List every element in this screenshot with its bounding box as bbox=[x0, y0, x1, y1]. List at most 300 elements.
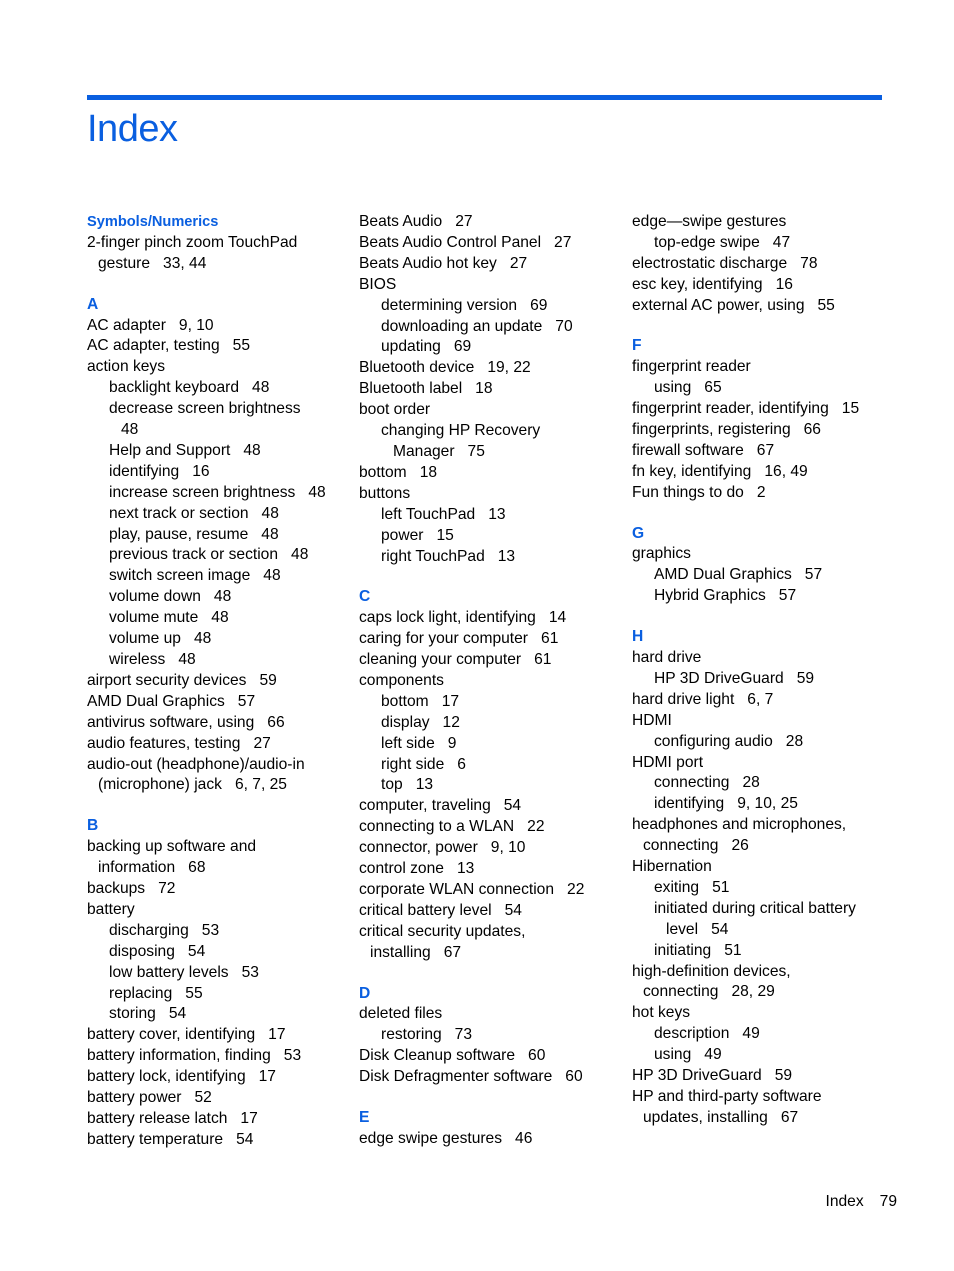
entry-term-continued: connecting bbox=[643, 837, 719, 855]
entry-page-refs[interactable]: 67 bbox=[443, 943, 462, 961]
entry-term: determining version bbox=[381, 296, 518, 314]
index-entry bbox=[87, 734, 342, 755]
entry-page-refs[interactable]: 68 bbox=[188, 859, 206, 877]
index-entry bbox=[359, 1046, 614, 1067]
index-subentry bbox=[87, 587, 342, 608]
index-subentry bbox=[359, 713, 614, 734]
entry-page-refs[interactable]: 48 bbox=[243, 441, 261, 459]
index-subentry bbox=[632, 773, 887, 794]
entry-continuation bbox=[632, 836, 887, 857]
entry-term: fn key, identifying bbox=[632, 462, 752, 480]
index-entry bbox=[359, 671, 614, 692]
index-subentry bbox=[87, 378, 342, 399]
entry-page-refs[interactable]: 55 bbox=[232, 337, 250, 355]
entry-term: restoring bbox=[381, 1026, 442, 1044]
index-subentry bbox=[632, 732, 887, 753]
entry-page-refs[interactable]: 28, 29 bbox=[731, 983, 775, 1001]
entry-page-refs[interactable]: 52 bbox=[194, 1089, 212, 1107]
entry-term: audio-out (headphone)/audio-in bbox=[87, 755, 305, 773]
index-subentry bbox=[87, 1004, 342, 1025]
index-entry bbox=[87, 336, 342, 357]
entry-term: HP 3D DriveGuard bbox=[632, 1067, 762, 1085]
entry-page-refs[interactable]: 57 bbox=[237, 692, 256, 710]
entry-page-refs[interactable]: 48 bbox=[261, 504, 279, 522]
entry-page-refs[interactable]: 48 bbox=[211, 609, 229, 627]
index-subentry bbox=[87, 483, 342, 504]
entry-page-refs[interactable]: 6 bbox=[457, 755, 466, 773]
entry-term: fingerprints, registering bbox=[632, 421, 791, 439]
entry-page-refs[interactable]: 19, 22 bbox=[487, 359, 531, 377]
entry-page-refs[interactable]: 54 bbox=[187, 942, 206, 960]
entry-term: connecting bbox=[654, 774, 730, 792]
index-subentry bbox=[632, 233, 887, 254]
entry-term: bottom bbox=[359, 463, 407, 481]
entry-page-refs[interactable]: 9, 10, 25 bbox=[737, 795, 798, 813]
index-subentry bbox=[632, 941, 887, 962]
entry-term: AC adapter, testing bbox=[87, 337, 220, 355]
index-entry bbox=[87, 879, 342, 900]
entry-term: switch screen image bbox=[109, 567, 251, 585]
index-subentry bbox=[359, 526, 614, 547]
index-subentry bbox=[87, 650, 342, 671]
entry-term: Bluetooth device bbox=[359, 359, 475, 377]
entry-page-refs[interactable]: 66 bbox=[267, 713, 285, 731]
entry-term: changing HP Recovery bbox=[381, 422, 541, 440]
entry-term: description bbox=[654, 1025, 730, 1043]
entry-continuation bbox=[87, 254, 342, 275]
entry-page-refs[interactable]: 60 bbox=[528, 1047, 546, 1065]
entry-page-refs[interactable]: 48 bbox=[261, 525, 279, 543]
index-entry bbox=[632, 711, 887, 732]
entry-term: firewall software bbox=[632, 441, 744, 459]
entry-page-refs[interactable]: 27 bbox=[509, 254, 528, 272]
entry-continuation bbox=[359, 943, 614, 964]
entry-term: using bbox=[654, 1046, 692, 1064]
entry-term: HP 3D DriveGuard bbox=[654, 669, 784, 687]
index-subentry bbox=[359, 692, 614, 713]
entry-page-refs[interactable]: 59 bbox=[259, 671, 277, 689]
entry-page-refs[interactable]: 15 bbox=[436, 526, 454, 544]
entry-page-refs[interactable]: 27 bbox=[253, 734, 271, 752]
index-letter-heading: B bbox=[87, 817, 99, 835]
index-subentry bbox=[87, 399, 342, 441]
index-entry bbox=[632, 483, 887, 504]
entry-term: Fun things to do bbox=[632, 483, 744, 501]
index-letter-heading: F bbox=[632, 337, 642, 355]
index-subentry bbox=[632, 878, 887, 899]
entry-page-refs[interactable]: 69 bbox=[453, 338, 472, 356]
entry-term: electrostatic discharge bbox=[632, 254, 788, 272]
entry-page-refs[interactable]: 2 bbox=[756, 483, 766, 501]
index-subentry bbox=[87, 629, 342, 650]
entry-page-refs[interactable]: 53 bbox=[201, 921, 220, 939]
entry-term: edge swipe gestures bbox=[359, 1129, 503, 1147]
entry-page-refs[interactable]: 48 bbox=[193, 630, 212, 648]
entry-term: AC adapter bbox=[87, 316, 166, 334]
entry-page-refs[interactable]: 51 bbox=[712, 878, 730, 896]
entry-page-refs[interactable]: 13 bbox=[497, 547, 516, 565]
entry-term: HP and third-party software bbox=[632, 1088, 822, 1106]
entry-page-refs[interactable]: 57 bbox=[778, 587, 797, 605]
index-subentry bbox=[359, 755, 614, 776]
entry-term: battery power bbox=[87, 1089, 182, 1107]
entry-term-continued: connecting bbox=[643, 983, 719, 1001]
index-entry bbox=[359, 463, 614, 484]
index-subentry bbox=[87, 525, 342, 546]
index-subentry bbox=[87, 441, 342, 462]
entry-term: discharging bbox=[109, 921, 189, 939]
index-letter-heading: E bbox=[359, 1108, 370, 1126]
page-number: 79 bbox=[879, 1193, 897, 1210]
index-subentry bbox=[359, 337, 614, 358]
index-entry bbox=[359, 379, 614, 400]
entry-term: BIOS bbox=[359, 275, 397, 293]
entry-term: right side bbox=[381, 755, 445, 773]
entry-page-refs[interactable]: 16 bbox=[775, 275, 793, 293]
entry-term: critical battery level bbox=[359, 901, 492, 919]
index-subentry bbox=[359, 505, 614, 526]
entry-term: power bbox=[381, 526, 424, 544]
index-entry bbox=[359, 838, 614, 859]
index-entry bbox=[359, 233, 614, 254]
index-column-2 bbox=[359, 212, 614, 1150]
entry-page-refs[interactable]: 69 bbox=[530, 296, 548, 314]
entry-page-refs[interactable]: 53 bbox=[241, 963, 259, 981]
entry-page-refs[interactable]: 17 bbox=[441, 692, 460, 710]
index-entry bbox=[87, 692, 342, 713]
index-entry bbox=[87, 1046, 342, 1067]
entry-page-refs[interactable]: 51 bbox=[724, 941, 742, 959]
entry-page-refs[interactable]: 14 bbox=[548, 609, 567, 627]
entry-term: identifying bbox=[654, 795, 725, 813]
entry-page-refs[interactable]: 28 bbox=[742, 774, 760, 792]
entry-term: right TouchPad bbox=[381, 547, 485, 565]
entry-term: using bbox=[654, 379, 692, 397]
entry-term: backing up software and bbox=[87, 838, 257, 856]
entry-page-refs[interactable]: 72 bbox=[158, 879, 176, 897]
entry-term: external AC power, using bbox=[632, 296, 805, 314]
index-subentry bbox=[87, 462, 342, 483]
index-subentry bbox=[359, 547, 614, 568]
entry-page-refs[interactable]: 18 bbox=[475, 380, 493, 398]
index-entry bbox=[87, 1088, 342, 1109]
index-entry bbox=[632, 753, 887, 774]
index-subentry bbox=[632, 378, 887, 399]
index-entry bbox=[87, 316, 342, 337]
index-entry bbox=[87, 755, 342, 797]
entry-page-refs[interactable]: 54 bbox=[711, 920, 729, 938]
entry-page-refs[interactable]: 17 bbox=[258, 1068, 276, 1086]
entry-term: backlight keyboard bbox=[109, 379, 240, 397]
entry-page-refs[interactable]: 48 bbox=[121, 421, 139, 439]
index-subentry bbox=[87, 504, 342, 525]
entry-term: storing bbox=[109, 1005, 156, 1023]
title-rule bbox=[87, 95, 882, 100]
index-entry bbox=[87, 837, 342, 879]
index-entry bbox=[632, 857, 887, 878]
entry-term: boot order bbox=[359, 401, 431, 419]
entry-continuation bbox=[109, 420, 342, 441]
index-entry bbox=[632, 420, 887, 441]
entry-page-refs[interactable]: 73 bbox=[454, 1026, 473, 1044]
index-subentry bbox=[87, 984, 342, 1005]
entry-term: configuring audio bbox=[654, 732, 773, 750]
index-entry bbox=[359, 817, 614, 838]
index-column-1 bbox=[87, 212, 342, 1151]
index-subentry bbox=[632, 1045, 887, 1066]
entry-term: identifying bbox=[109, 462, 180, 480]
index-entry bbox=[359, 212, 614, 233]
index-entry bbox=[632, 399, 887, 420]
entry-term: AMD Dual Graphics bbox=[87, 692, 225, 710]
entry-continuation bbox=[654, 920, 887, 941]
index-letter-heading: A bbox=[87, 295, 99, 313]
entry-term: Help and Support bbox=[109, 441, 231, 459]
index-subentry bbox=[359, 296, 614, 317]
index-subentry bbox=[359, 317, 614, 338]
index-entry bbox=[632, 212, 887, 233]
entry-page-refs[interactable]: 15 bbox=[841, 400, 860, 418]
entry-term: Bluetooth label bbox=[359, 380, 463, 398]
entry-term: hard drive bbox=[632, 648, 702, 666]
entry-page-refs[interactable]: 16, 49 bbox=[764, 462, 808, 480]
entry-term: battery lock, identifying bbox=[87, 1068, 246, 1086]
entry-term: Hibernation bbox=[632, 858, 712, 876]
index-entry bbox=[359, 400, 614, 421]
index-entry bbox=[632, 690, 887, 711]
index-subentry bbox=[87, 545, 342, 566]
entry-page-refs[interactable]: 54 bbox=[168, 1005, 187, 1023]
entry-term: Beats Audio hot key bbox=[359, 254, 497, 272]
index-entry bbox=[87, 713, 342, 734]
index-entry bbox=[359, 358, 614, 379]
entry-page-refs[interactable]: 48 bbox=[263, 567, 281, 585]
entry-page-refs[interactable]: 57 bbox=[804, 566, 823, 584]
entry-page-refs[interactable]: 48 bbox=[252, 379, 270, 397]
entry-page-refs[interactable]: 13 bbox=[415, 776, 434, 794]
index-letter-heading: H bbox=[632, 628, 644, 646]
index-entry bbox=[632, 648, 887, 669]
entry-page-refs[interactable]: 17 bbox=[240, 1109, 258, 1127]
entry-term: decrease screen brightness bbox=[109, 400, 301, 418]
entry-page-refs[interactable]: 13 bbox=[456, 860, 475, 878]
entry-term: 2-finger pinch zoom TouchPad bbox=[87, 233, 298, 251]
entry-term: deleted files bbox=[359, 1005, 443, 1023]
entry-term: backups bbox=[87, 879, 146, 897]
entry-term: antivirus software, using bbox=[87, 713, 255, 731]
index-entry bbox=[87, 1067, 342, 1088]
index-entry bbox=[359, 1004, 614, 1025]
entry-page-refs[interactable]: 13 bbox=[488, 505, 506, 523]
entry-term: computer, traveling bbox=[359, 797, 491, 815]
entry-continuation bbox=[87, 858, 342, 879]
entry-term: play, pause, resume bbox=[109, 525, 249, 543]
index-subentry bbox=[359, 734, 614, 755]
entry-term: audio features, testing bbox=[87, 734, 241, 752]
index-entry bbox=[87, 671, 342, 692]
entry-term: top bbox=[381, 776, 403, 794]
entry-term: downloading an update bbox=[381, 317, 543, 335]
entry-term: volume up bbox=[109, 630, 181, 648]
index-entry bbox=[87, 900, 342, 921]
entry-term: fingerprint reader bbox=[632, 358, 751, 376]
entry-term: caring for your computer bbox=[359, 630, 529, 648]
entry-term-continued: installing bbox=[370, 943, 431, 961]
entry-page-refs[interactable]: 16 bbox=[192, 462, 210, 480]
index-entry bbox=[359, 608, 614, 629]
entry-page-refs[interactable]: 54 bbox=[503, 797, 522, 815]
entry-term: esc key, identifying bbox=[632, 275, 763, 293]
entry-term: increase screen brightness bbox=[109, 483, 296, 501]
entry-continuation bbox=[632, 982, 887, 1003]
entry-term: connecting to a WLAN bbox=[359, 818, 515, 836]
entry-term: hot keys bbox=[632, 1004, 691, 1022]
entry-term: updating bbox=[381, 338, 441, 356]
entry-page-refs[interactable]: 55 bbox=[817, 296, 835, 314]
entry-page-refs[interactable]: 9 bbox=[447, 734, 457, 752]
entry-page-refs[interactable]: 65 bbox=[704, 379, 722, 397]
index-subentry bbox=[87, 608, 342, 629]
index-entry bbox=[632, 296, 887, 317]
entry-page-refs[interactable]: 48 bbox=[213, 588, 232, 606]
index-subentry bbox=[87, 963, 342, 984]
entry-page-refs[interactable]: 18 bbox=[419, 463, 438, 481]
index-entry bbox=[632, 462, 887, 483]
entry-page-refs[interactable]: 78 bbox=[800, 254, 818, 272]
index-letter-heading: D bbox=[359, 984, 371, 1002]
entry-term: battery temperature bbox=[87, 1130, 224, 1148]
entry-term: hard drive light bbox=[632, 690, 735, 708]
entry-term: volume down bbox=[109, 588, 201, 606]
entry-page-refs[interactable]: 61 bbox=[541, 630, 559, 648]
index-subentry bbox=[359, 421, 614, 463]
entry-term: left side bbox=[381, 734, 435, 752]
entry-page-refs[interactable]: 9, 10 bbox=[490, 839, 526, 857]
index-entry bbox=[359, 1067, 614, 1088]
entry-term: Beats Audio bbox=[359, 213, 443, 230]
entry-page-refs[interactable]: 17 bbox=[268, 1026, 286, 1044]
entry-page-refs[interactable]: 67 bbox=[756, 441, 775, 459]
entry-continuation bbox=[87, 775, 342, 796]
entry-page-refs[interactable]: 59 bbox=[774, 1067, 793, 1085]
index-subentry bbox=[359, 1025, 614, 1046]
index-entry bbox=[632, 544, 887, 565]
entry-term: AMD Dual Graphics bbox=[654, 566, 792, 584]
entry-term: previous track or section bbox=[109, 546, 279, 564]
entry-page-refs[interactable]: 54 bbox=[504, 901, 522, 919]
entry-page-refs[interactable]: 6, 7, 25 bbox=[234, 776, 287, 794]
entry-page-refs[interactable]: 48 bbox=[291, 546, 309, 564]
entry-page-refs[interactable]: 67 bbox=[780, 1108, 799, 1126]
entry-page-refs[interactable]: 27 bbox=[455, 213, 473, 230]
entry-page-refs[interactable]: 49 bbox=[742, 1025, 760, 1043]
index-entry bbox=[359, 880, 614, 901]
index-entry bbox=[359, 922, 614, 964]
entry-page-refs[interactable]: 22 bbox=[527, 818, 545, 836]
entry-page-refs[interactable]: 66 bbox=[803, 421, 821, 439]
index-letter-heading: Symbols/Numerics bbox=[87, 214, 219, 230]
entry-term: wireless bbox=[109, 651, 166, 669]
index-entry bbox=[359, 254, 614, 275]
entry-continuation bbox=[381, 442, 614, 463]
entry-term: action keys bbox=[87, 358, 166, 376]
entry-page-refs[interactable]: 75 bbox=[467, 442, 485, 460]
entry-term: display bbox=[381, 713, 430, 731]
entry-term: initiating bbox=[654, 941, 712, 959]
entry-term: headphones and microphones, bbox=[632, 816, 847, 834]
entry-term: initiated during critical battery bbox=[654, 899, 856, 917]
entry-term: top-edge swipe bbox=[654, 233, 760, 251]
entry-term-continued: (microphone) jack bbox=[98, 776, 222, 794]
entry-page-refs[interactable]: 49 bbox=[704, 1046, 722, 1064]
index-entry bbox=[87, 1025, 342, 1046]
entry-page-refs[interactable]: 54 bbox=[236, 1130, 254, 1148]
index-entry bbox=[87, 357, 342, 378]
entry-term: buttons bbox=[359, 484, 411, 502]
entry-page-refs[interactable]: 46 bbox=[515, 1129, 533, 1147]
index-entry bbox=[87, 233, 342, 275]
entry-term: HDMI port bbox=[632, 753, 704, 771]
entry-page-refs[interactable]: 12 bbox=[442, 713, 460, 731]
entry-term: battery information, finding bbox=[87, 1047, 271, 1065]
index-entry bbox=[359, 901, 614, 922]
entry-term-continued: gesture bbox=[98, 254, 151, 272]
index-subentry bbox=[87, 942, 342, 963]
index-subentry bbox=[632, 586, 887, 607]
entry-page-refs[interactable]: 9, 10 bbox=[178, 316, 214, 334]
index-entry bbox=[632, 1087, 887, 1129]
index-entry bbox=[632, 275, 887, 296]
entry-term: corporate WLAN connection bbox=[359, 880, 555, 898]
entry-page-refs[interactable]: 33, 44 bbox=[163, 254, 207, 272]
index-entry bbox=[359, 859, 614, 880]
entry-page-refs[interactable]: 53 bbox=[283, 1047, 302, 1065]
entry-page-refs[interactable]: 55 bbox=[185, 984, 203, 1002]
index-entry bbox=[632, 357, 887, 378]
footer-label: Index bbox=[825, 1193, 864, 1210]
entry-page-refs[interactable]: 60 bbox=[565, 1068, 583, 1086]
entry-term-continued: Manager bbox=[393, 442, 455, 460]
index-subentry bbox=[632, 1024, 887, 1045]
entry-page-refs[interactable]: 48 bbox=[308, 483, 326, 501]
index-entry bbox=[359, 796, 614, 817]
entry-page-refs[interactable]: 26 bbox=[731, 837, 749, 855]
index-entry bbox=[632, 441, 887, 462]
entry-term: HDMI bbox=[632, 711, 672, 729]
entry-term: Hybrid Graphics bbox=[654, 587, 766, 605]
entry-term: battery release latch bbox=[87, 1109, 228, 1127]
entry-term-continued: updates, installing bbox=[643, 1108, 768, 1126]
entry-page-refs[interactable]: 27 bbox=[554, 233, 572, 251]
entry-term: Disk Cleanup software bbox=[359, 1047, 516, 1065]
index-subentry bbox=[632, 899, 887, 941]
entry-term-continued: information bbox=[98, 859, 176, 877]
entry-page-refs[interactable]: 70 bbox=[555, 317, 573, 335]
entry-term: cleaning your computer bbox=[359, 651, 522, 669]
index-subentry bbox=[87, 921, 342, 942]
entry-page-refs[interactable]: 59 bbox=[796, 669, 815, 687]
entry-page-refs[interactable]: 28 bbox=[785, 732, 804, 750]
entry-page-refs[interactable]: 47 bbox=[772, 233, 791, 251]
entry-term: caps lock light, identifying bbox=[359, 609, 536, 627]
entry-page-refs[interactable]: 22 bbox=[567, 880, 585, 898]
entry-page-refs[interactable]: 48 bbox=[178, 651, 196, 669]
index-entry bbox=[632, 254, 887, 275]
index-subentry bbox=[632, 565, 887, 586]
entry-term: battery cover, identifying bbox=[87, 1026, 256, 1044]
entry-page-refs[interactable]: 61 bbox=[534, 651, 552, 669]
entry-page-refs[interactable]: 6, 7 bbox=[747, 690, 774, 708]
